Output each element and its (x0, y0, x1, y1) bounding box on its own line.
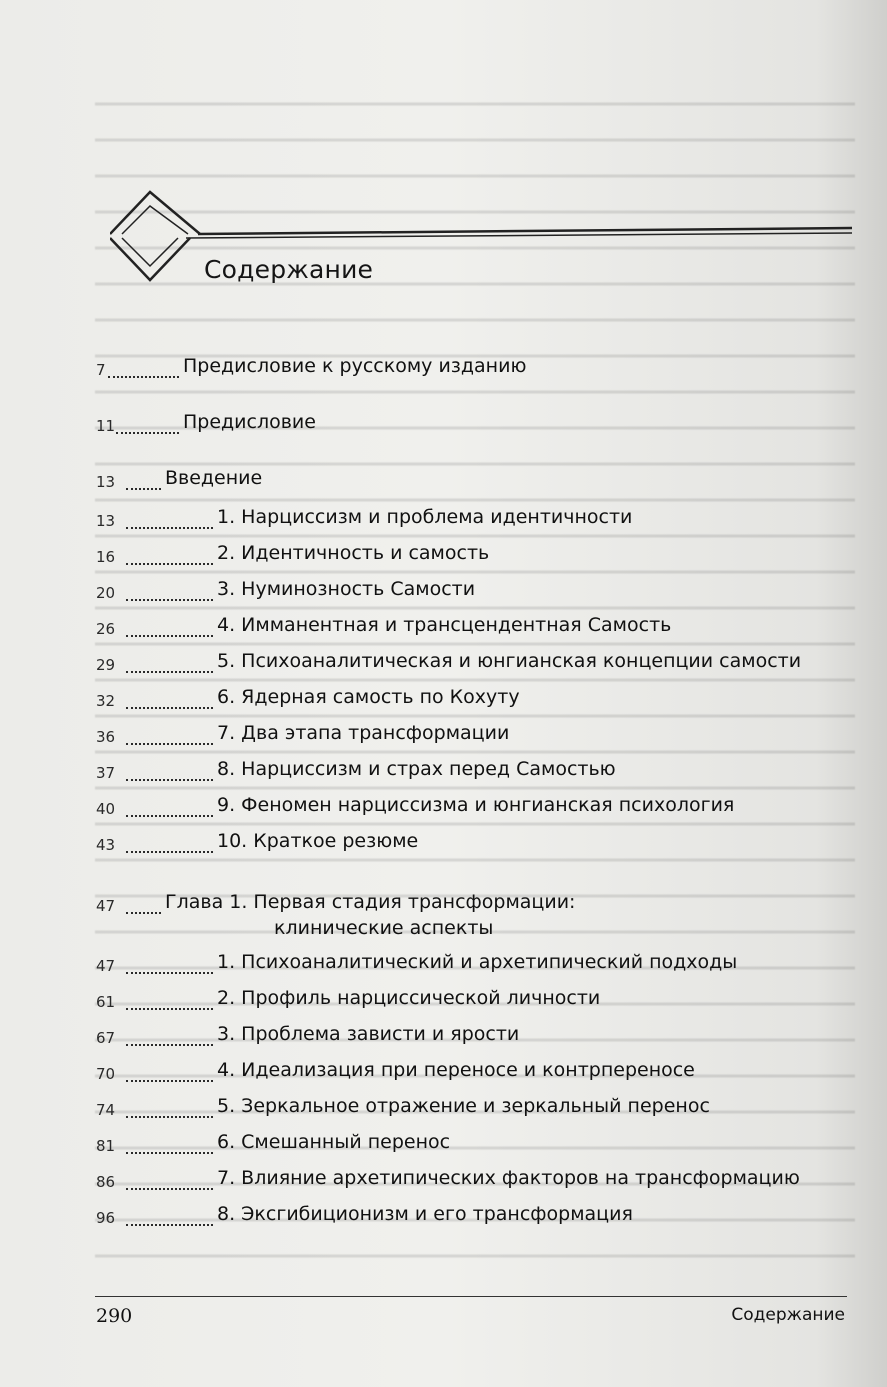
toc-leader-dots (126, 1222, 213, 1226)
toc-entry-title: 7. Два этапа трансформации (217, 722, 510, 744)
toc-entry-title-continuation: клинические аспекты (274, 917, 494, 939)
toc-leader-dots (126, 486, 161, 490)
toc-leader-dots (126, 1042, 213, 1046)
page-number: 290 (96, 1305, 133, 1327)
toc-leader-dots (126, 741, 213, 745)
toc-entry-title: 9. Феномен нарциссизма и юнгианская психология (217, 794, 735, 816)
toc-entry-title: 3. Проблема зависти и ярости (217, 1023, 520, 1045)
toc-leader-dots (126, 633, 213, 637)
toc-entry-title: 8. Нарциссизм и страх перед Самостью (217, 758, 616, 780)
toc-leader-dots (126, 561, 213, 565)
toc-page-number: 43 (96, 836, 116, 854)
toc-entry-title: 4. Идеализация при переносе и контрпереносе (217, 1059, 695, 1081)
toc-leader-dots (126, 1006, 213, 1010)
toc-leader-dots (126, 705, 213, 709)
toc-page-number: 61 (96, 993, 116, 1011)
toc-page-number: 96 (96, 1209, 116, 1227)
toc-leader-dots (126, 1186, 213, 1190)
toc-page-number: 47 (96, 897, 116, 915)
toc-entry-title: 1. Нарциссизм и проблема идентичности (217, 506, 633, 528)
toc-page-number: 13 (96, 512, 116, 530)
toc-entry-title: 5. Психоаналитическая и юнгианская концепции самости (217, 650, 802, 672)
toc-entry-title: 3. Нуминозность Самости (217, 578, 476, 600)
toc-page-number: 67 (96, 1029, 116, 1047)
toc-leader-dots (126, 813, 213, 817)
toc-leader-dots (126, 849, 213, 853)
toc-leader-dots (126, 1150, 213, 1154)
toc-leader-dots (126, 910, 161, 914)
page-title: Содержание (204, 255, 374, 284)
toc-leader-dots (126, 525, 213, 529)
toc-page-number: 74 (96, 1101, 116, 1119)
toc-leader-dots (116, 430, 179, 434)
toc-page-number: 40 (96, 800, 116, 818)
toc-entry-title: 6. Ядерная самость по Кохуту (217, 686, 520, 708)
toc-entry-title: 2. Профиль нарциссической личности (217, 987, 601, 1009)
toc-page-number: 81 (96, 1137, 116, 1155)
toc-leader-dots (126, 1114, 213, 1118)
toc-entry-title: Предисловие к русскому изданию (183, 355, 527, 377)
toc-page-number: 11 (96, 417, 116, 435)
toc-entry-title: 4. Имманентная и трансцендентная Самость (217, 614, 672, 636)
toc-page-number: 36 (96, 728, 116, 746)
toc-leader-dots (126, 1078, 213, 1082)
toc-entry-title: 6. Смешанный перенос (217, 1131, 451, 1153)
toc-page-number: 20 (96, 584, 116, 602)
toc-page-number: 70 (96, 1065, 116, 1083)
toc-page-number: 29 (96, 656, 116, 674)
toc-page-number: 26 (96, 620, 116, 638)
toc-entry-title: Введение (165, 467, 263, 489)
toc-page-number: 32 (96, 692, 116, 710)
toc-page-number: 86 (96, 1173, 116, 1191)
toc-entry-title: Глава 1. Первая стадия трансформации: (165, 891, 576, 913)
toc-page-number: 47 (96, 957, 116, 975)
toc-page-number: 7 (96, 361, 106, 379)
toc-leader-dots (126, 777, 213, 781)
footer-rule (95, 1296, 847, 1297)
toc-leader-dots (126, 970, 213, 974)
toc-page-number: 37 (96, 764, 116, 782)
toc-entry-title: 10. Краткое резюме (217, 830, 419, 852)
toc-page-number: 16 (96, 548, 116, 566)
toc-leader-dots (108, 374, 179, 378)
toc-entry-title: 7. Влияние архетипических факторов на трансформацию (217, 1167, 800, 1189)
toc-leader-dots (126, 597, 213, 601)
toc-entry-title: Предисловие (183, 411, 316, 433)
toc-entry-title: 5. Зеркальное отражение и зеркальный перенос (217, 1095, 710, 1117)
toc-entry-title: 2. Идентичность и самость (217, 542, 490, 564)
toc-entry-title: 8. Эксгибиционизм и его трансформация (217, 1203, 633, 1225)
toc-entry-title: 1. Психоаналитический и архетипический подходы (217, 951, 738, 973)
toc-leader-dots (126, 669, 213, 673)
toc-page-number: 13 (96, 473, 116, 491)
running-title: Содержание (731, 1305, 845, 1325)
